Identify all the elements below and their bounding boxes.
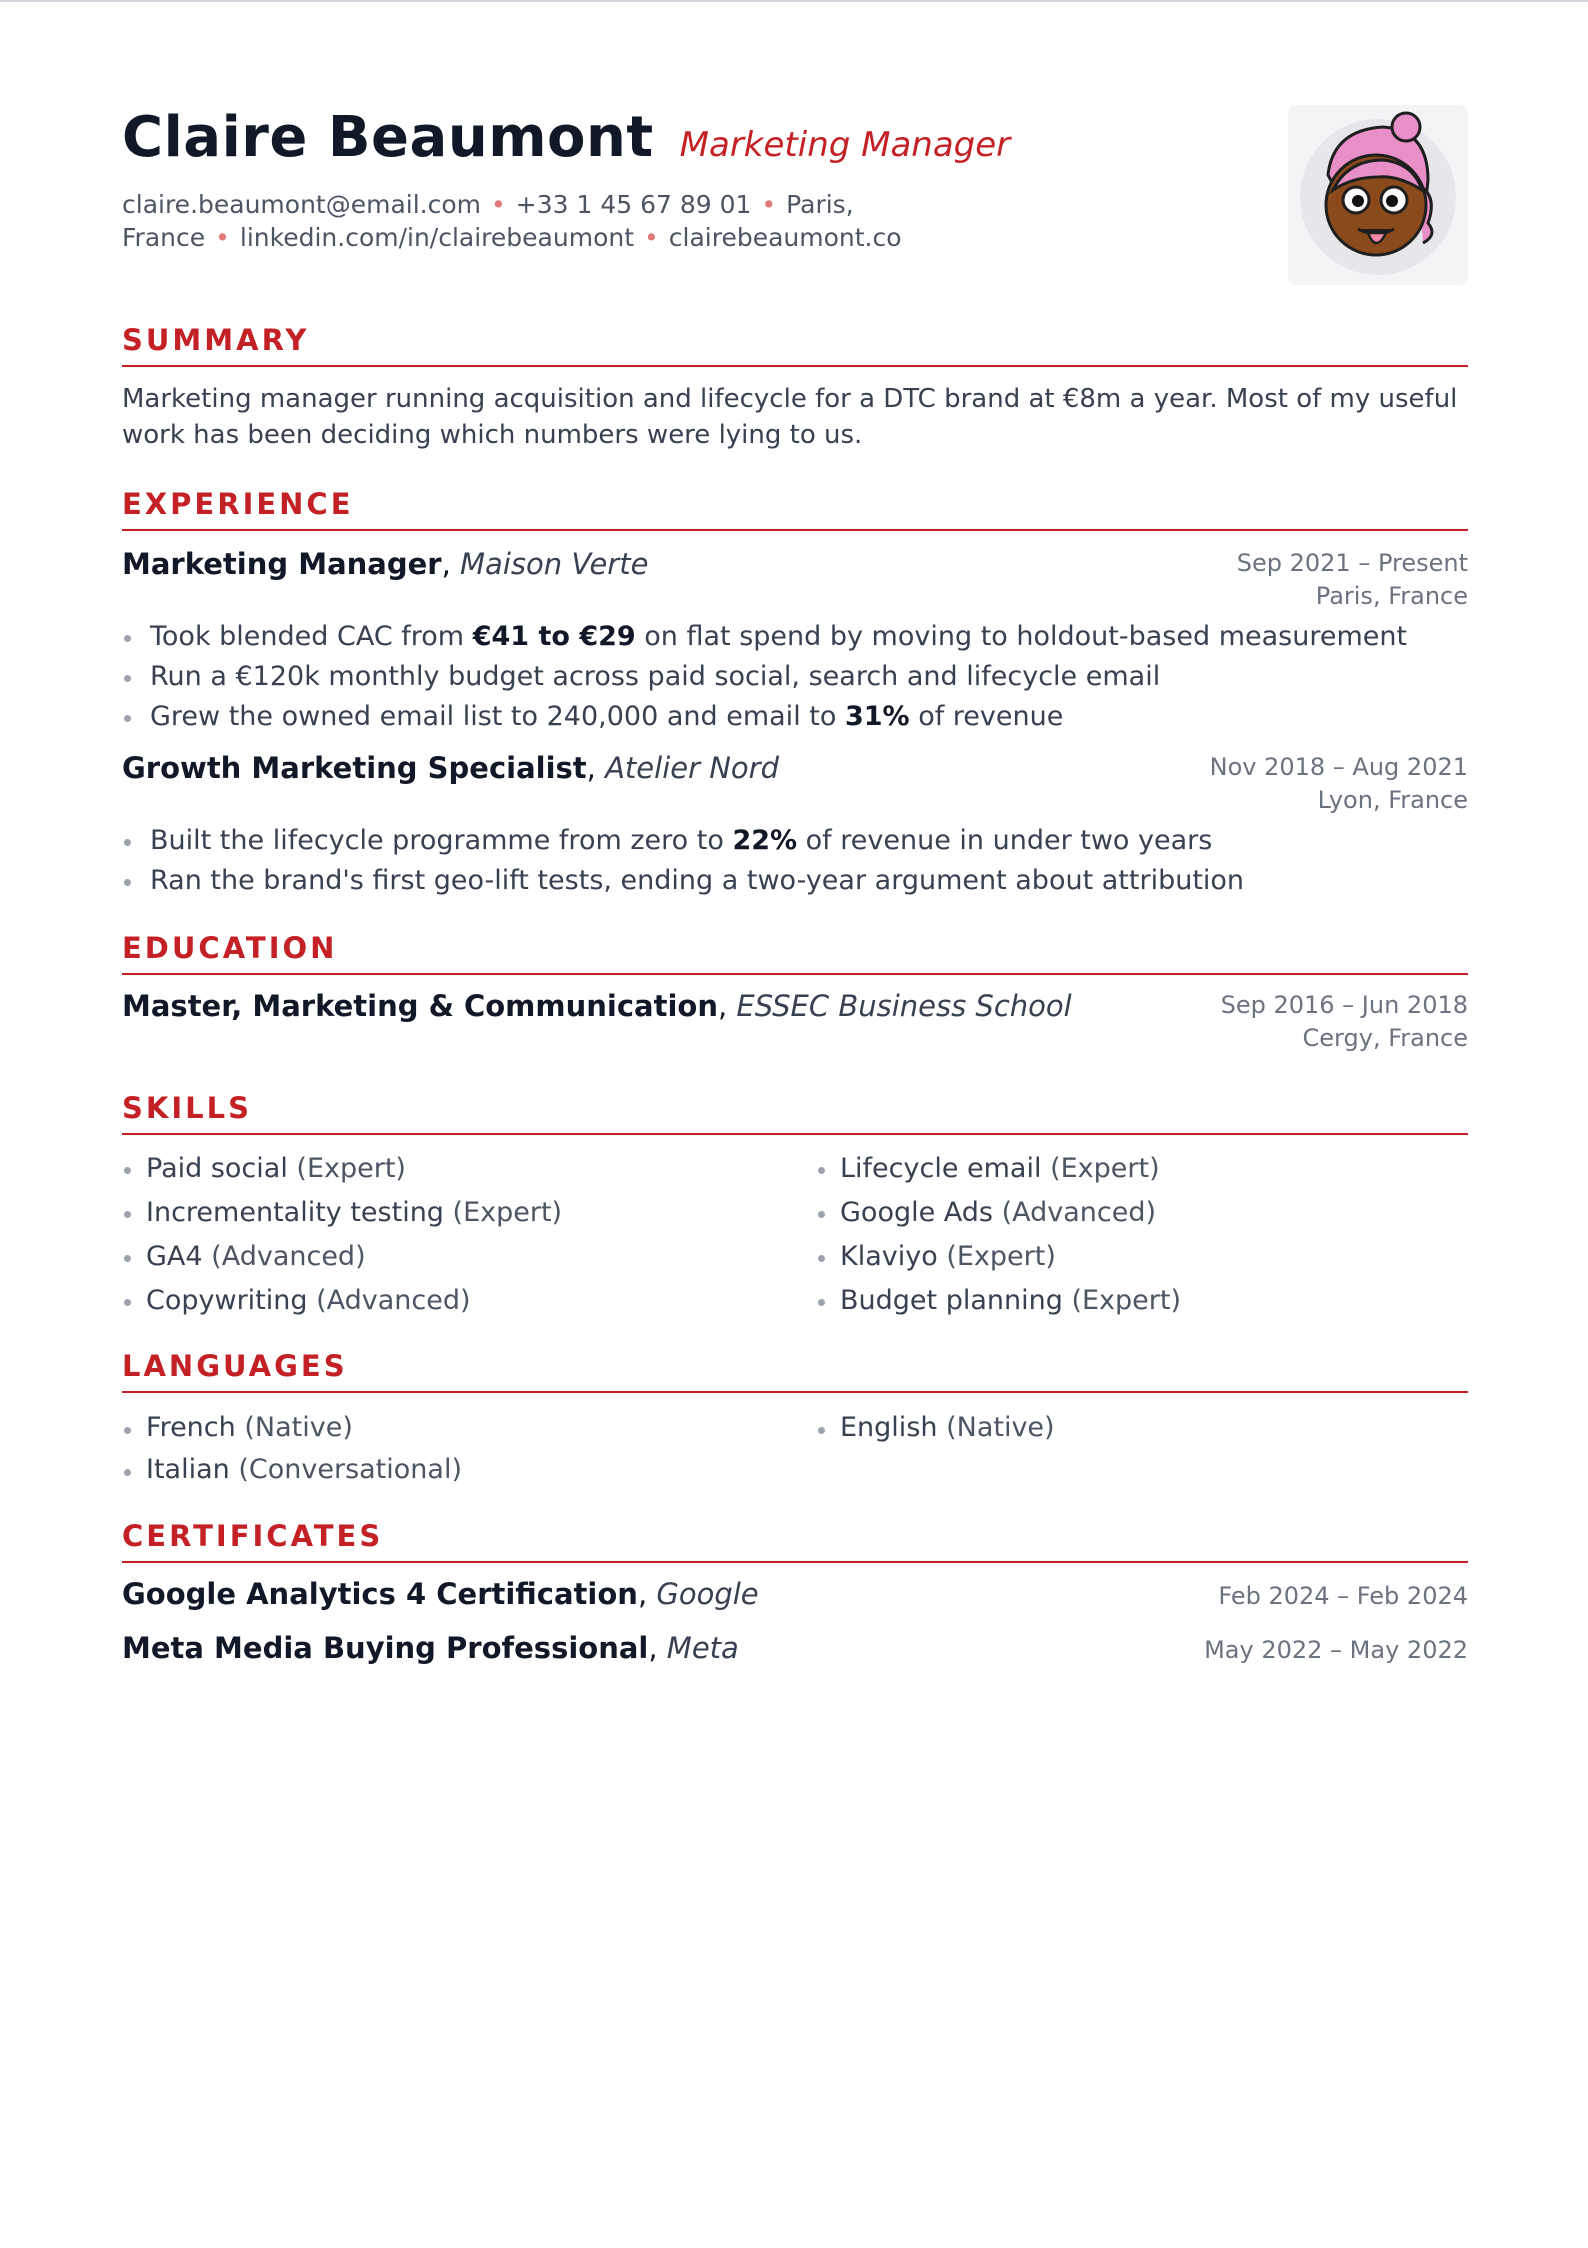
contact-linkedin[interactable]: linkedin.com/in/clairebeaumont [239, 223, 635, 252]
job-meta [1210, 751, 1468, 817]
avatar [1288, 105, 1468, 285]
candidate-role: Marketing Manager [679, 125, 1011, 165]
summary-section [122, 323, 1468, 453]
job-position: Marketing Manager [122, 547, 442, 581]
certificates-heading: CERTIFICATES [122, 1519, 1468, 1563]
language-item: French (Native) [122, 1407, 816, 1449]
skill-item: Incrementality testing (Expert) [122, 1191, 816, 1235]
job-location: Paris, France [1315, 582, 1468, 610]
certificate-issuer: Meta [666, 1631, 739, 1665]
bullet-item: Run a €120k monthly budget across paid social, search and lifecycle email [122, 657, 1468, 697]
certificate-issuer: Google [656, 1577, 759, 1611]
languages-list [122, 1407, 1468, 1491]
contact-info [122, 188, 912, 254]
dot-separator-icon: • [215, 223, 230, 252]
skill-item: Copywriting (Advanced) [122, 1279, 816, 1323]
job-company: Atelier Nord [605, 751, 780, 785]
job-dates: Nov 2018 – Aug 2021 [1209, 753, 1468, 781]
job-company: Maison Verte [460, 547, 649, 581]
job-bullets [122, 821, 1468, 901]
job-dates: Sep 2021 – Present [1236, 549, 1468, 577]
name-row [122, 105, 1468, 170]
skills-section [122, 1091, 1468, 1323]
candidate-name: Claire Beaumont [122, 105, 654, 170]
skill-item: Lifecycle email (Expert) [816, 1147, 1468, 1191]
certificate-name: Meta Media Buying Professional [122, 1631, 649, 1665]
dot-separator-icon: • [761, 190, 777, 219]
job-title-line: Growth Marketing Specialist, Atelier Nord [122, 751, 780, 785]
skill-item: Budget planning (Expert) [816, 1279, 1468, 1323]
job-meta [1237, 547, 1468, 613]
job-title-line: Marketing Manager, Maison Verte [122, 547, 649, 581]
certificate-title-line: Google Analytics 4 Certification, Google [122, 1577, 759, 1611]
job-entry [122, 547, 1468, 613]
job-position: Growth Marketing Specialist [122, 751, 587, 785]
skill-item: GA4 (Advanced) [122, 1235, 816, 1279]
dot-separator-icon: • [644, 223, 659, 252]
experience-heading: EXPERIENCE [122, 487, 1468, 531]
contact-website[interactable]: clairebeaumont.co [668, 223, 902, 252]
contact-location-country: France [122, 223, 206, 252]
certificate-title-line: Meta Media Buying Professional, Meta [122, 1631, 739, 1665]
page-top-border [0, 0, 1588, 2]
education-entry [122, 989, 1468, 1055]
resume-header [122, 105, 1468, 323]
experience-section [122, 487, 1468, 901]
certificates-section [122, 1519, 1468, 1667]
job-entry [122, 751, 1468, 817]
education-location: Cergy, France [1302, 1024, 1468, 1052]
certificate-entry [122, 1577, 1468, 1613]
education-school: ESSEC Business School [736, 989, 1072, 1023]
bullet-item: Grew the owned email list to 240,000 and email to 31% of revenue [122, 697, 1468, 737]
skills-heading: SKILLS [122, 1091, 1468, 1135]
languages-heading: LANGUAGES [122, 1349, 1468, 1393]
summary-heading: SUMMARY [122, 323, 1468, 367]
education-meta [1221, 989, 1468, 1055]
job-location: Lyon, France [1317, 786, 1468, 814]
skill-item: Paid social (Expert) [122, 1147, 816, 1191]
summary-text: Marketing manager running acquisition and lifecycle for a DTC brand at €8m a year. Most of my useful work has been deciding which numbers were lying to us. [122, 384, 1458, 450]
bullet-item: Took blended CAC from €41 to €29 on flat spend by moving to holdout-based measurement [122, 617, 1468, 657]
contact-phone[interactable]: +33 1 45 67 89 01 [515, 190, 752, 219]
cartoon-avatar-icon [1288, 105, 1468, 285]
certificate-dates: May 2022 – May 2022 [1204, 1636, 1468, 1664]
languages-section [122, 1349, 1468, 1491]
education-dates: Sep 2016 – Jun 2018 [1220, 991, 1468, 1019]
education-heading: EDUCATION [122, 931, 1468, 975]
skills-list [122, 1147, 1468, 1323]
bullet-item: Ran the brand's first geo-lift tests, ending a two-year argument about attribution [122, 861, 1468, 901]
resume-page [122, 105, 1468, 1667]
bullet-item: Built the lifecycle programme from zero to 22% of revenue in under two years [122, 821, 1468, 861]
education-section [122, 931, 1468, 1055]
dot-separator-icon: • [491, 190, 506, 219]
language-item: English (Native) [816, 1407, 1468, 1449]
language-item: Italian (Conversational) [122, 1449, 816, 1491]
job-bullets [122, 617, 1468, 737]
education-title-line: Master, Marketing & Communication, ESSEC Business School [122, 989, 1072, 1023]
certificate-dates: Feb 2024 – Feb 2024 [1218, 1582, 1468, 1610]
skill-item: Google Ads (Advanced) [816, 1191, 1468, 1235]
contact-email[interactable]: claire.beaumont@email.com [122, 190, 482, 219]
education-degree: Master, Marketing & Communication [122, 989, 718, 1023]
certificate-entry [122, 1631, 1468, 1667]
certificate-name: Google Analytics 4 Certification [122, 1577, 638, 1611]
skill-item: Klaviyo (Expert) [816, 1235, 1468, 1279]
contact-location-city: Paris, [786, 190, 854, 219]
